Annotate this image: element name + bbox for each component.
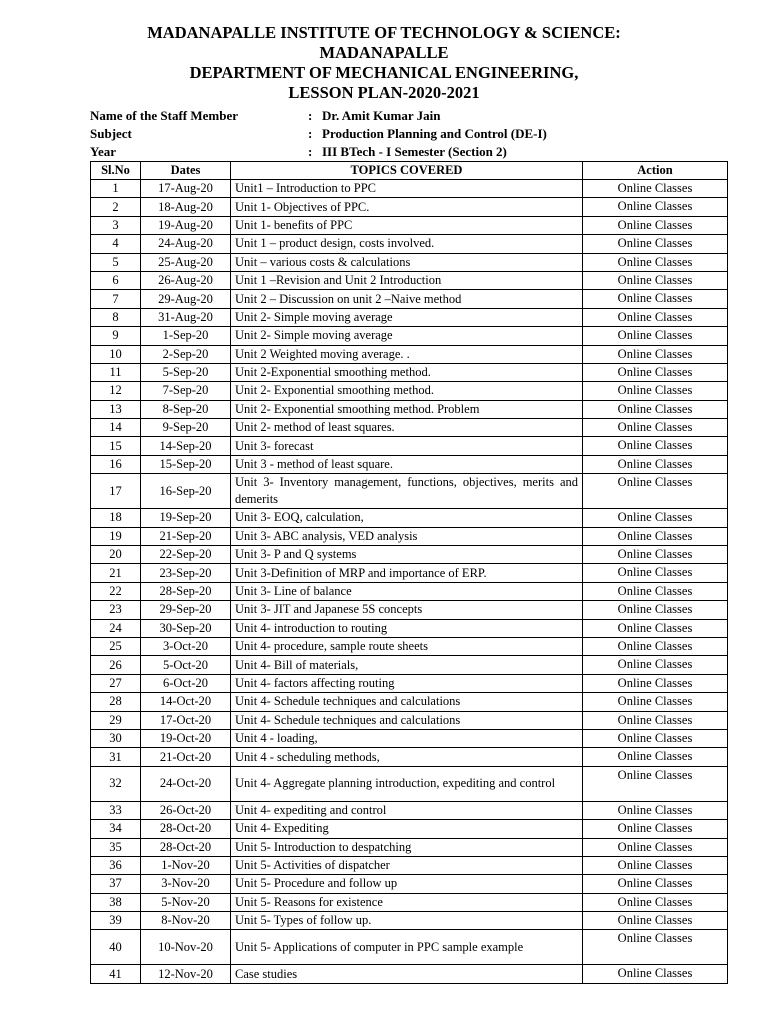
row-topic: Unit 2 – Discussion on unit 2 –Naive method [231, 290, 583, 308]
row-action: Online Classes [583, 965, 728, 983]
row-date: 25-Aug-20 [141, 253, 231, 271]
row-sl-no: 6 [91, 271, 141, 289]
row-topic: Unit 3-Definition of MRP and importance of ERP. [231, 564, 583, 582]
row-date: 26-Aug-20 [141, 271, 231, 289]
row-action: Online Classes [583, 400, 728, 418]
row-date: 26-Oct-20 [141, 801, 231, 819]
table-row [91, 198, 728, 216]
table-row [91, 363, 728, 381]
row-action: Online Classes [583, 656, 728, 674]
row-date: 1-Nov-20 [141, 856, 231, 874]
meta-colon: : [308, 144, 313, 159]
row-action: Online Classes [583, 893, 728, 911]
header-action: Action [583, 162, 728, 180]
row-topic: Unit 4- Schedule techniques and calculations [231, 711, 583, 729]
table-row [91, 546, 728, 564]
header-topics: TOPICS COVERED [231, 162, 583, 180]
row-date: 8-Sep-20 [141, 400, 231, 418]
row-date: 28-Oct-20 [141, 820, 231, 838]
row-action: Online Classes [583, 838, 728, 856]
table-row [91, 674, 728, 692]
row-action: Online Classes [583, 271, 728, 289]
row-topic: Unit 2- Simple moving average [231, 308, 583, 326]
row-sl-no: 7 [91, 290, 141, 308]
staff-member-row [90, 107, 730, 125]
table-row [91, 419, 728, 437]
row-topic: Unit 2- method of least squares. [231, 419, 583, 437]
row-action: Online Classes [583, 766, 728, 801]
table-row [91, 437, 728, 455]
table-row [91, 382, 728, 400]
row-date: 24-Oct-20 [141, 766, 231, 801]
table-row [91, 748, 728, 766]
row-action: Online Classes [583, 582, 728, 600]
row-action: Online Classes [583, 546, 728, 564]
row-action: Online Classes [583, 509, 728, 527]
row-topic: Unit 2- Exponential smoothing method. Problem [231, 400, 583, 418]
row-date: 29-Sep-20 [141, 601, 231, 619]
table-row [91, 838, 728, 856]
row-date: 21-Sep-20 [141, 527, 231, 545]
table-row [91, 875, 728, 893]
row-topic: Unit 3 - method of least square. [231, 455, 583, 473]
staff-member-value: Dr. Amit Kumar Jain [322, 108, 441, 123]
lesson-plan-table [90, 161, 728, 984]
row-date: 22-Sep-20 [141, 546, 231, 564]
row-sl-no: 18 [91, 509, 141, 527]
row-action: Online Classes [583, 235, 728, 253]
table-row [91, 711, 728, 729]
institute-name: MADANAPALLE INSTITUTE OF TECHNOLOGY & SCIENCE: [147, 23, 621, 42]
table-row [91, 253, 728, 271]
table-row [91, 290, 728, 308]
course-info [90, 107, 730, 161]
row-date: 23-Sep-20 [141, 564, 231, 582]
table-row [91, 345, 728, 363]
row-topic: Unit 1- benefits of PPC [231, 216, 583, 234]
row-sl-no: 8 [91, 308, 141, 326]
row-sl-no: 5 [91, 253, 141, 271]
row-date: 14-Oct-20 [141, 693, 231, 711]
row-sl-no: 32 [91, 766, 141, 801]
row-sl-no: 34 [91, 820, 141, 838]
row-sl-no: 4 [91, 235, 141, 253]
row-sl-no: 41 [91, 965, 141, 983]
row-action: Online Classes [583, 820, 728, 838]
row-topic: Unit 2 Weighted moving average. . [231, 345, 583, 363]
row-sl-no: 9 [91, 327, 141, 345]
row-action: Online Classes [583, 180, 728, 198]
row-action: Online Classes [583, 345, 728, 363]
row-sl-no: 40 [91, 930, 141, 965]
row-topic: Unit 4- factors affecting routing [231, 674, 583, 692]
header-dates: Dates [141, 162, 231, 180]
row-action: Online Classes [583, 437, 728, 455]
staff-member-label: Name of the Staff Member [90, 108, 239, 123]
row-action: Online Classes [583, 619, 728, 637]
table-body [91, 180, 728, 984]
row-topic: Unit 3- P and Q systems [231, 546, 583, 564]
row-sl-no: 25 [91, 637, 141, 655]
row-action: Online Classes [583, 930, 728, 965]
row-action: Online Classes [583, 674, 728, 692]
row-action: Online Classes [583, 290, 728, 308]
table-row [91, 656, 728, 674]
row-topic: Case studies [231, 965, 583, 983]
row-date: 1-Sep-20 [141, 327, 231, 345]
row-sl-no: 38 [91, 893, 141, 911]
row-action: Online Classes [583, 729, 728, 747]
row-action: Online Classes [583, 711, 728, 729]
row-topic: Unit 5- Introduction to despatching [231, 838, 583, 856]
row-topic: Unit – various costs & calculations [231, 253, 583, 271]
row-topic: Unit1 – Introduction to PPC [231, 180, 583, 198]
row-action: Online Classes [583, 216, 728, 234]
row-action: Online Classes [583, 801, 728, 819]
meta-colon: : [308, 126, 313, 141]
row-sl-no: 14 [91, 419, 141, 437]
row-topic: Unit 2- Exponential smoothing method. [231, 382, 583, 400]
table-row [91, 930, 728, 965]
table-row [91, 893, 728, 911]
meta-colon: : [308, 108, 313, 123]
row-action: Online Classes [583, 748, 728, 766]
row-sl-no: 39 [91, 912, 141, 930]
year-row [90, 143, 730, 161]
row-topic: Unit 3- JIT and Japanese 5S concepts [231, 601, 583, 619]
row-date: 5-Sep-20 [141, 363, 231, 381]
table-row [91, 327, 728, 345]
row-sl-no: 35 [91, 838, 141, 856]
row-action: Online Classes [583, 637, 728, 655]
row-date: 7-Sep-20 [141, 382, 231, 400]
row-topic: Unit 5- Activities of dispatcher [231, 856, 583, 874]
row-sl-no: 16 [91, 455, 141, 473]
table-row [91, 637, 728, 655]
row-sl-no: 12 [91, 382, 141, 400]
table-row [91, 693, 728, 711]
table-row [91, 455, 728, 473]
row-action: Online Classes [583, 527, 728, 545]
row-sl-no: 31 [91, 748, 141, 766]
row-date: 24-Aug-20 [141, 235, 231, 253]
row-sl-no: 36 [91, 856, 141, 874]
row-topic: Unit 1 – product design, costs involved. [231, 235, 583, 253]
row-date: 19-Sep-20 [141, 509, 231, 527]
table-row [91, 820, 728, 838]
table-row [91, 180, 728, 198]
year-label: Year [90, 144, 116, 159]
row-topic: Unit 3- Line of balance [231, 582, 583, 600]
row-date: 28-Oct-20 [141, 838, 231, 856]
row-action: Online Classes [583, 198, 728, 216]
row-action: Online Classes [583, 455, 728, 473]
table-row [91, 965, 728, 983]
row-date: 5-Nov-20 [141, 893, 231, 911]
table-row [91, 509, 728, 527]
row-date: 5-Oct-20 [141, 656, 231, 674]
row-sl-no: 19 [91, 527, 141, 545]
row-sl-no: 27 [91, 674, 141, 692]
row-action: Online Classes [583, 363, 728, 381]
row-date: 3-Nov-20 [141, 875, 231, 893]
row-topic: Unit 3- forecast [231, 437, 583, 455]
document-header [0, 23, 768, 103]
row-date: 9-Sep-20 [141, 419, 231, 437]
table-row [91, 729, 728, 747]
row-topic: Unit 3- ABC analysis, VED analysis [231, 527, 583, 545]
row-date: 2-Sep-20 [141, 345, 231, 363]
row-action: Online Classes [583, 601, 728, 619]
table-row [91, 527, 728, 545]
row-date: 28-Sep-20 [141, 582, 231, 600]
subject-row [90, 125, 730, 143]
table-row [91, 564, 728, 582]
table-row [91, 216, 728, 234]
row-action: Online Classes [583, 856, 728, 874]
row-date: 19-Oct-20 [141, 729, 231, 747]
row-topic: Unit 4- introduction to routing [231, 619, 583, 637]
department-name: DEPARTMENT OF MECHANICAL ENGINEERING, [189, 63, 579, 82]
row-action: Online Classes [583, 327, 728, 345]
row-date: 12-Nov-20 [141, 965, 231, 983]
row-date: 16-Sep-20 [141, 474, 231, 509]
row-sl-no: 2 [91, 198, 141, 216]
row-action: Online Classes [583, 308, 728, 326]
row-action: Online Classes [583, 693, 728, 711]
table-row [91, 619, 728, 637]
row-sl-no: 11 [91, 363, 141, 381]
row-date: 8-Nov-20 [141, 912, 231, 930]
row-date: 19-Aug-20 [141, 216, 231, 234]
institute-city: MADANAPALLE [319, 43, 449, 62]
table-header-row [91, 162, 728, 180]
row-sl-no: 37 [91, 875, 141, 893]
row-topic: Unit 2-Exponential smoothing method. [231, 363, 583, 381]
row-topic: Unit 4- Expediting [231, 820, 583, 838]
table-row [91, 912, 728, 930]
row-topic: Unit 5- Reasons for existence [231, 893, 583, 911]
row-action: Online Classes [583, 382, 728, 400]
row-sl-no: 13 [91, 400, 141, 418]
row-date: 3-Oct-20 [141, 637, 231, 655]
row-date: 29-Aug-20 [141, 290, 231, 308]
row-topic: Unit 3- EOQ, calculation, [231, 509, 583, 527]
row-topic: Unit 4- Bill of materials, [231, 656, 583, 674]
row-topic: Unit 1 –Revision and Unit 2 Introduction [231, 271, 583, 289]
table-row [91, 856, 728, 874]
row-action: Online Classes [583, 875, 728, 893]
row-date: 17-Aug-20 [141, 180, 231, 198]
row-sl-no: 3 [91, 216, 141, 234]
row-topic: Unit 5- Applications of computer in PPC sample example [231, 930, 583, 965]
row-topic: Unit 1- Objectives of PPC. [231, 198, 583, 216]
row-date: 6-Oct-20 [141, 674, 231, 692]
row-date: 17-Oct-20 [141, 711, 231, 729]
header-sl-no: Sl.No [91, 162, 141, 180]
row-topic: Unit 4 - loading, [231, 729, 583, 747]
row-topic: Unit 4- Schedule techniques and calculations [231, 693, 583, 711]
row-sl-no: 20 [91, 546, 141, 564]
row-date: 30-Sep-20 [141, 619, 231, 637]
row-sl-no: 29 [91, 711, 141, 729]
row-topic: Unit 5- Procedure and follow up [231, 875, 583, 893]
subject-label: Subject [90, 126, 132, 141]
table-row [91, 601, 728, 619]
table-row [91, 271, 728, 289]
row-sl-no: 17 [91, 474, 141, 509]
row-topic: Unit 2- Simple moving average [231, 327, 583, 345]
row-sl-no: 24 [91, 619, 141, 637]
row-sl-no: 28 [91, 693, 141, 711]
table-row [91, 582, 728, 600]
row-sl-no: 22 [91, 582, 141, 600]
row-action: Online Classes [583, 419, 728, 437]
row-sl-no: 15 [91, 437, 141, 455]
row-sl-no: 30 [91, 729, 141, 747]
row-date: 10-Nov-20 [141, 930, 231, 965]
table-row [91, 400, 728, 418]
lesson-plan-title: LESSON PLAN-2020-2021 [288, 83, 480, 102]
row-date: 31-Aug-20 [141, 308, 231, 326]
table-row [91, 308, 728, 326]
subject-value: Production Planning and Control (DE-I) [322, 126, 547, 141]
row-sl-no: 26 [91, 656, 141, 674]
row-action: Online Classes [583, 564, 728, 582]
row-topic: Unit 4- expediting and control [231, 801, 583, 819]
row-sl-no: 1 [91, 180, 141, 198]
row-action: Online Classes [583, 474, 728, 509]
row-topic: Unit 5- Types of follow up. [231, 912, 583, 930]
row-sl-no: 10 [91, 345, 141, 363]
row-topic: Unit 4 - scheduling methods, [231, 748, 583, 766]
table-row [91, 801, 728, 819]
row-date: 21-Oct-20 [141, 748, 231, 766]
row-sl-no: 33 [91, 801, 141, 819]
row-action: Online Classes [583, 912, 728, 930]
table-row [91, 474, 728, 509]
row-date: 14-Sep-20 [141, 437, 231, 455]
row-sl-no: 23 [91, 601, 141, 619]
row-date: 15-Sep-20 [141, 455, 231, 473]
row-topic: Unit 4- Aggregate planning introduction, expediting and control [231, 766, 583, 801]
row-topic: Unit 4- procedure, sample route sheets [231, 637, 583, 655]
table-row [91, 766, 728, 801]
year-value: III BTech - I Semester (Section 2) [322, 144, 507, 159]
table-row [91, 235, 728, 253]
row-date: 18-Aug-20 [141, 198, 231, 216]
row-action: Online Classes [583, 253, 728, 271]
row-sl-no: 21 [91, 564, 141, 582]
row-topic: Unit 3- Inventory management, functions, objectives, merits and demerits [231, 474, 583, 509]
